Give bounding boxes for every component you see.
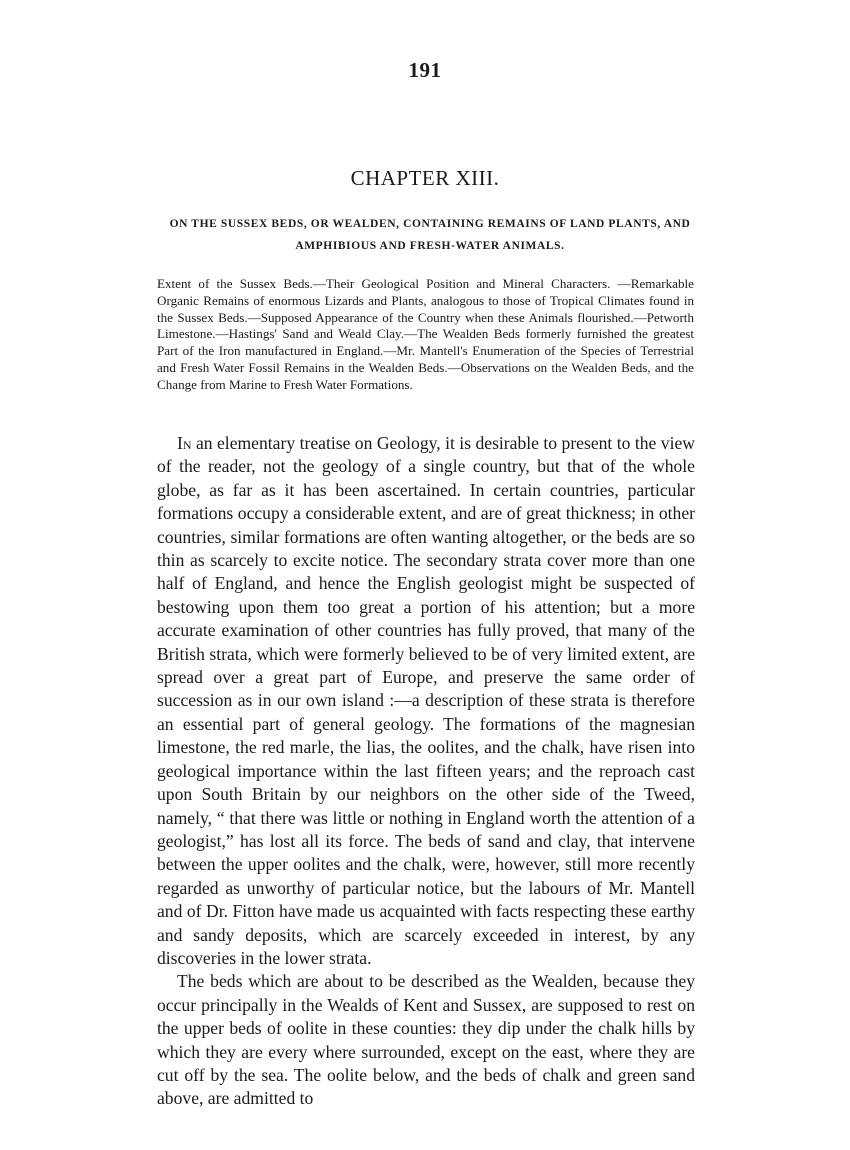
paragraph-text: The beds which are about to be described as the Wealden, because they occur principally in the Wealds of Kent and Sussex, are supposed to rest on the upper beds of oolite in these counties: they dip under the chalk hills by which they are every where surrounded, except on the east, where they are cut off by the sea. The oolite below, and the beds of chalk and green sand above, are admitted to [157,971,695,1109]
body-text [157,432,695,1111]
paragraph-lead-word: In [177,433,192,453]
paragraph [157,970,695,1110]
paragraph [157,432,695,970]
chapter-synopsis [157,276,694,394]
paragraph-text: an elementary treatise on Geology, it is desirable to present to the view of the reader, not the geology of a single country, but that of the whole globe, as far as it has been ascertained. In certain countries, particular formations occupy a considerable extent, and are of great thickness; in other countries, similar formations are often wanting altogether, or the beds are so thin as scarcely to excite notice. The secondary strata cover more than one half of England, and hence the English geologist might be suspected of bestowing upon them too great a portion of his attention; but a more accurate examination of other countries has fully proved, that many of the British strata, which were formerly believed to be of very limited extent, are spread over a great part of Europe, and preserve the same order of succession as in our own island :—a description of these strata is therefore an essential part of general geology. The formations of the magnesian limestone, the red marle, the lias, the oolites, and the chalk, have risen into geological importance within the last fifteen years; and the reproach cast upon South Britain by our neighbors on the other side of the Tweed, namely, “ that there was little or nothing in England worth the attention of a geologist,” has lost all its force. The beds of sand and clay, that intervene between the upper oolites and the chalk, were, however, still more recently regarded as unworthy of particular notice, but the labours of Mr. Mantell and of Dr. Fitton have made us acquainted with facts respecting these earthy and sandy deposits, which are scarcely exceeded in interest, by any discoveries in the lower strata. [157,433,695,968]
chapter-title: CHAPTER XIII. [350,166,500,190]
chapter-heading: ON THE SUSSEX BEDS, OR WEALDEN, CONTAINING REMAINS OF LAND PLANTS, AND AMPHIBIOUS AND FRESH-WATER ANIMALS. [169,218,691,252]
page-number: 191 [408,58,442,82]
synopsis-text: Extent of the Sussex Beds.—Their Geological Position and Mineral Characters. —Remarkable Organic Remains of enormous Lizards and Plants, analogous to those of Tropical Climates found in the Sussex Beds.—Supposed Appearance of the Country when these Animals flourished.—Petworth Limestone.—Hastings' Sand and Weald Clay.—The Wealden Beds formerly furnished the greatest Part of the Iron manufactured in England.—Mr. Mantell's Enumeration of the Species of Terrestrial and Fresh Water Fossil Remains in the Wealden Beds.—Observations on the Wealden Beds, and the Change from Marine to Fresh Water Formations. [157,276,694,392]
